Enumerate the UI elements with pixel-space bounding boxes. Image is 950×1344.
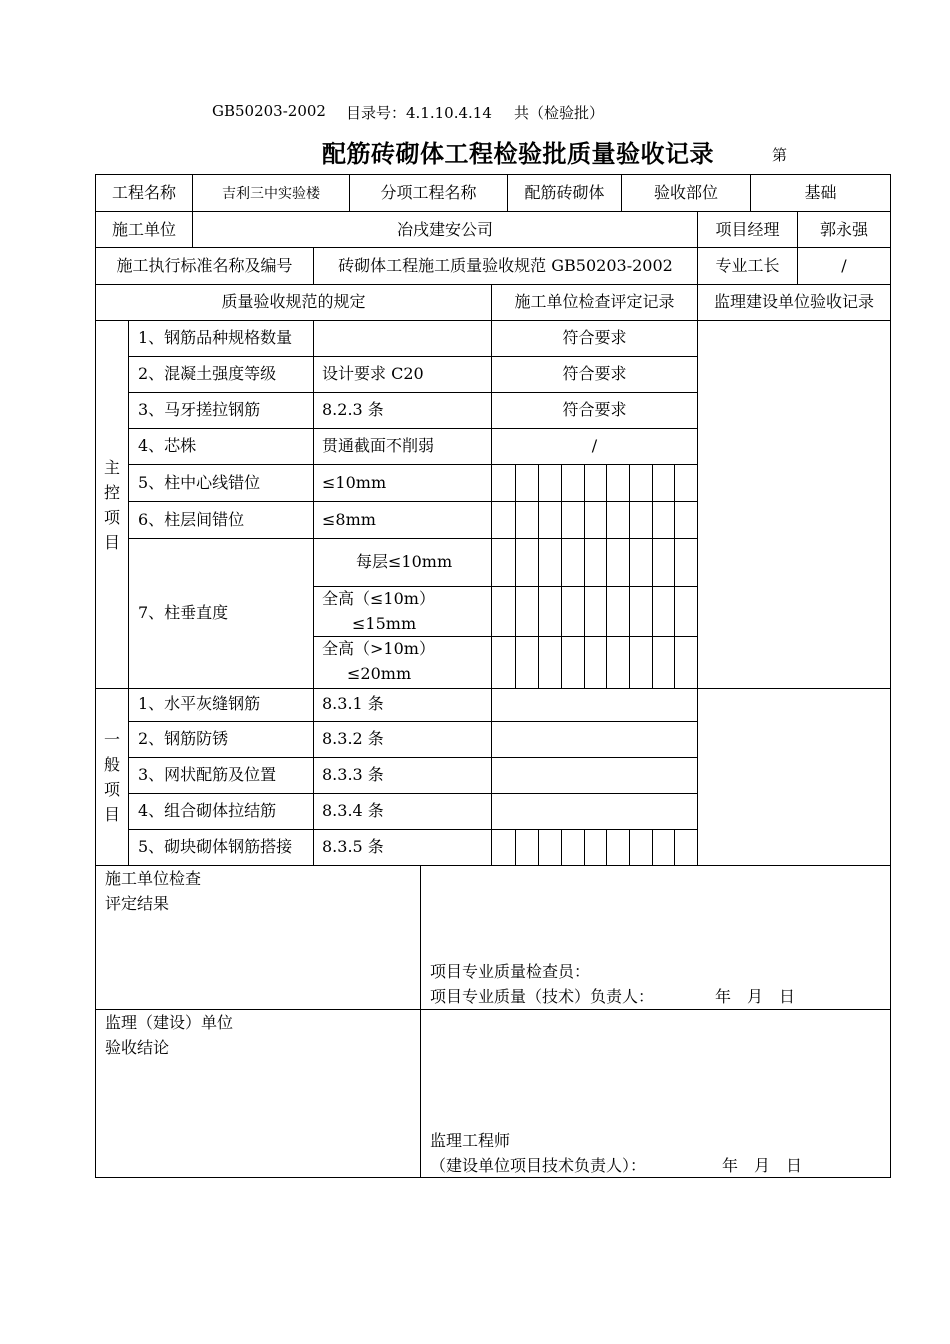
main-item-name: 6、柱层间错位 bbox=[138, 510, 245, 529]
main-item-name: 2、混凝土强度等级 bbox=[138, 364, 277, 383]
main-item-spec: ≤8mm bbox=[322, 510, 376, 529]
quality-responsible: 项目专业质量（技术）负责人： bbox=[430, 987, 655, 1006]
contractor-record-header: 施工单位检查评定记录 bbox=[514, 292, 675, 311]
main-item-name: 1、钢筋品种规格数量 bbox=[138, 328, 293, 347]
acceptance-part-label: 验收部位 bbox=[653, 183, 718, 202]
main-item-spec: 设计要求 C20 bbox=[322, 364, 424, 383]
verticality-per-floor: 每层≤10mm bbox=[356, 552, 453, 571]
main-items-label: 主 控 项 目 bbox=[103, 458, 120, 552]
supervisor-check-label: 监理（建设）单位 bbox=[105, 1013, 234, 1032]
main-item-result: 符合要求 bbox=[562, 364, 627, 383]
general-item-spec: 8.3.5 条 bbox=[322, 837, 384, 856]
main-item-result: 符合要求 bbox=[562, 328, 627, 347]
supervisor-record-header: 监理建设单位验收记录 bbox=[713, 292, 874, 311]
project-name-label: 工程名称 bbox=[111, 183, 176, 202]
main-item-spec: ≤10mm bbox=[322, 473, 387, 492]
document-title: 配筋砖砌体工程检验批质量验收记录 bbox=[322, 139, 714, 168]
verticality-item: 7、柱垂直度 bbox=[138, 603, 229, 622]
project-manager-label: 项目经理 bbox=[715, 220, 780, 239]
sub-project-label: 分项工程名称 bbox=[380, 183, 477, 202]
project-name-value: 吉利三中实验楼 bbox=[222, 186, 320, 202]
verticality-full-height-gt10-tol: ≤20mm bbox=[347, 664, 412, 683]
main-item-name: 4、芯株 bbox=[138, 436, 197, 455]
general-item-name: 2、钢筋防锈 bbox=[138, 729, 229, 748]
sub-project-value: 配筋砖砌体 bbox=[524, 183, 605, 202]
foreman-value: / bbox=[841, 256, 847, 275]
general-item-spec: 8.3.3 条 bbox=[322, 765, 384, 784]
contractor-label: 施工单位 bbox=[111, 220, 176, 239]
main-item-spec: 8.2.3 条 bbox=[322, 400, 384, 419]
general-item-spec: 8.3.4 条 bbox=[322, 801, 384, 820]
contractor-check-label: 施工单位检查 bbox=[105, 869, 202, 888]
general-items-label: 一 般 项 目 bbox=[103, 730, 120, 824]
supervisor-date: 年 月 日 bbox=[722, 1156, 803, 1175]
verticality-full-height-le10-tol: ≤15mm bbox=[352, 614, 417, 633]
contractor-date: 年 月 日 bbox=[715, 987, 796, 1006]
main-item-result: 符合要求 bbox=[562, 400, 627, 419]
standard-label: 施工执行标准名称及编号 bbox=[116, 256, 293, 275]
main-item-name: 3、马牙搓拉钢筋 bbox=[138, 400, 261, 419]
contractor-value: 冶戌建安公司 bbox=[396, 220, 493, 239]
main-item-spec: 贯通截面不削弱 bbox=[322, 436, 435, 455]
acceptance-part-value: 基础 bbox=[804, 183, 837, 202]
foreman-label: 专业工长 bbox=[715, 256, 780, 275]
quality-inspector: 项目专业质量检查员： bbox=[430, 962, 591, 981]
general-item-name: 3、网状配筋及位置 bbox=[138, 765, 277, 784]
contractor-check-label-2: 评定结果 bbox=[105, 894, 170, 913]
main-item-result: / bbox=[591, 436, 598, 455]
standard-code: GB50203-2002 bbox=[212, 102, 326, 120]
main-item-name: 5、柱中心线错位 bbox=[138, 473, 261, 492]
general-item-name: 4、组合砌体拉结筋 bbox=[138, 801, 277, 820]
page-label: 第 bbox=[772, 146, 788, 164]
supervisor-check-label-2: 验收结论 bbox=[105, 1038, 170, 1057]
supervising-engineer: 监理工程师 bbox=[430, 1131, 511, 1150]
batch-total: 共（检验批） bbox=[514, 104, 605, 122]
verticality-full-height-le10: 全高（≤10m） bbox=[322, 589, 435, 608]
project-manager-value: 郭永强 bbox=[819, 220, 868, 239]
spec-column-header: 质量验收规范的规定 bbox=[221, 292, 366, 311]
owner-technical-lead: （建设单位项目技术负责人）： bbox=[430, 1156, 647, 1175]
general-item-name: 5、砌块砌体钢筋搭接 bbox=[138, 837, 293, 856]
catalog-number: 目录号：4.1.10.4.14 bbox=[346, 104, 492, 122]
general-item-spec: 8.3.2 条 bbox=[322, 729, 384, 748]
general-item-name: 1、水平灰缝钢筋 bbox=[138, 694, 261, 713]
standard-value: 砖砌体工程施工质量验收规范 GB50203-2002 bbox=[338, 256, 673, 275]
general-item-spec: 8.3.1 条 bbox=[322, 694, 384, 713]
verticality-full-height-gt10: 全高（>10m） bbox=[322, 639, 435, 658]
